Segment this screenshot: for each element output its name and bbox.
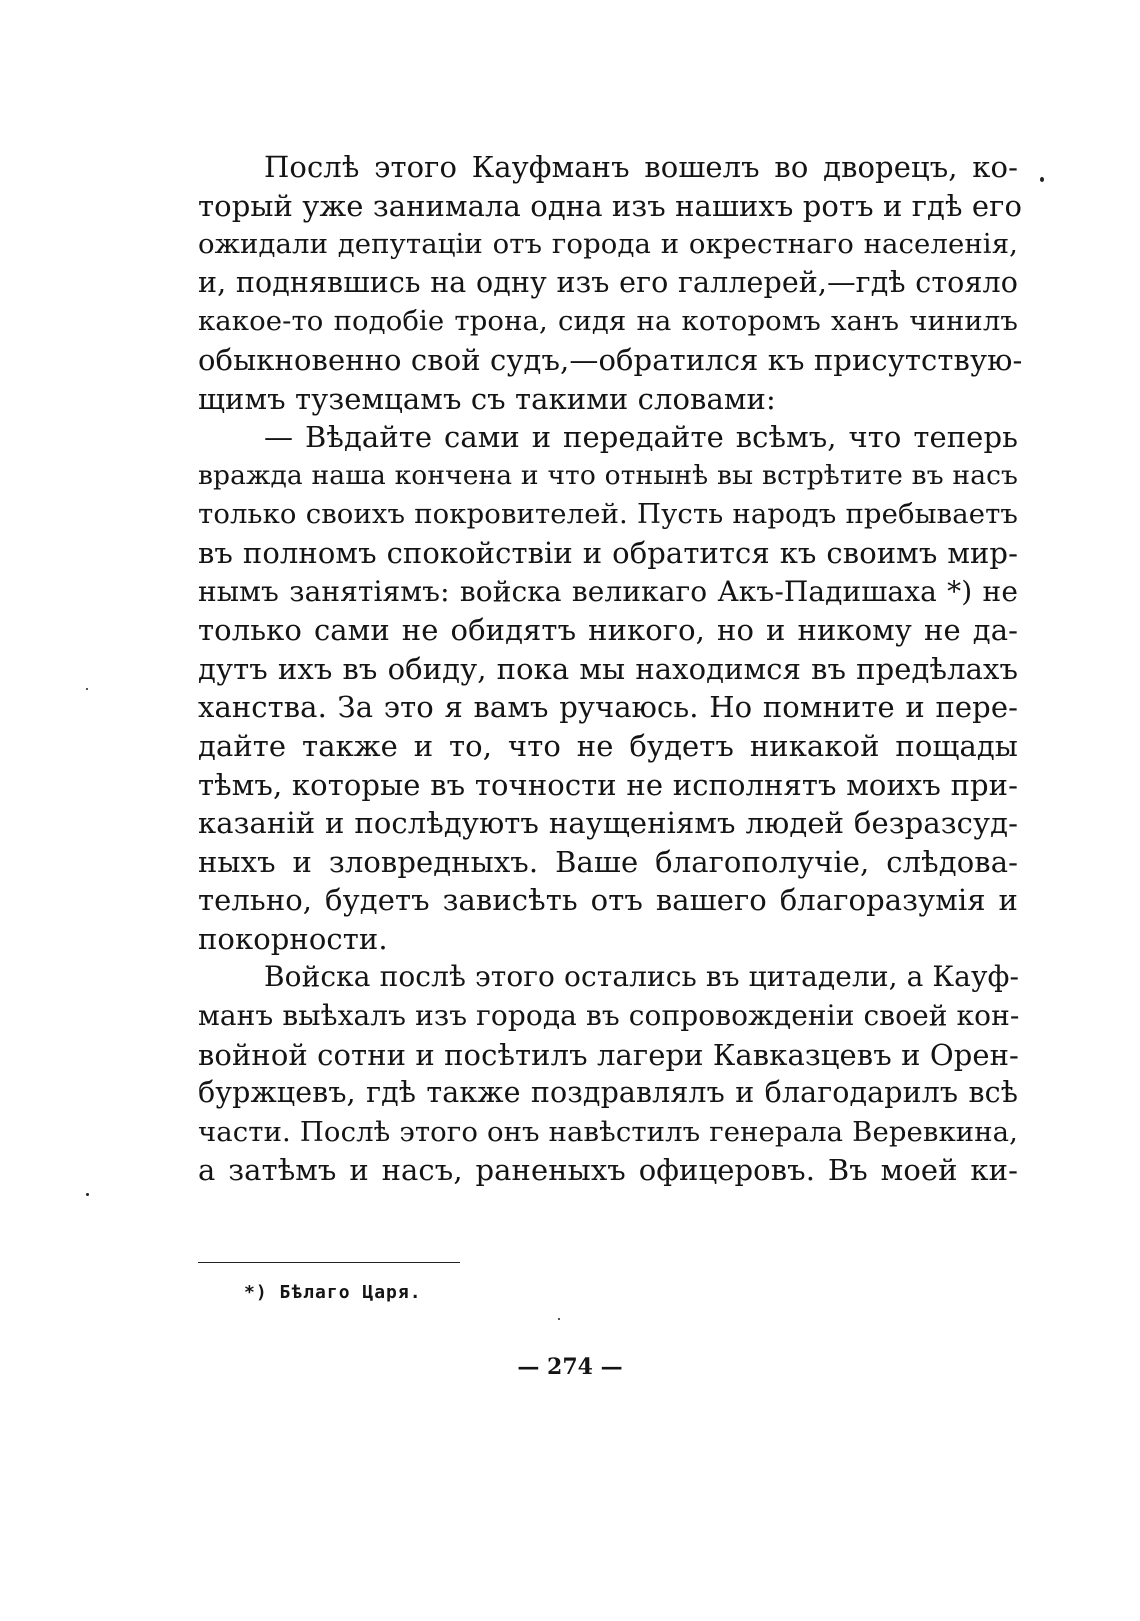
text-line: только своихъ покровителей. Пусть народъ пребываетъ: [198, 498, 1018, 531]
scan-speck: [558, 1318, 560, 1320]
text-line: ханства. За это я вамъ ручаюсь. Но помните и пере-: [198, 690, 1018, 725]
text-line: обыкновенно свой судъ,—обратился къ присутствую-: [198, 342, 1023, 377]
text-line: — Вѣдайте сами и передайте всѣмъ, что теперь: [264, 420, 1018, 455]
text-line: дутъ ихъ въ обиду, пока мы находимся въ предѣлахъ: [198, 651, 1018, 686]
footnote: *) Бѣлаго Царя.: [244, 1282, 422, 1303]
text-line: ныхъ и зловредныхъ. Ваше благополучіе, слѣдова-: [198, 844, 1018, 879]
text-line: щимъ туземцамъ съ такими словами:: [198, 381, 776, 416]
text-line: и, поднявшись на одну изъ его галлерей,—гдѣ стояло: [198, 265, 1018, 299]
text-line: торый уже занимала одна изъ нашихъ ротъ и гдѣ его: [198, 188, 1023, 223]
text-line: покорности.: [198, 921, 388, 956]
text-line: нымъ занятіямъ: войска великаго Акъ-Падишаха *) не: [198, 574, 1018, 608]
text-line: вражда наша кончена и что отнынѣ вы встрѣтите въ насъ: [198, 459, 1018, 491]
scan-speck: [86, 688, 88, 690]
text-line: Послѣ этого Кауфманъ вошелъ во дворецъ, ко-: [264, 150, 1018, 184]
text-line: въ полномъ спокойствіи и обратится къ своимъ мир-: [198, 535, 1018, 570]
text-line: тѣмъ, которые въ точности не исполнятъ моихъ при-: [198, 767, 1018, 802]
text-line: какое-то подобіе трона, сидя на которомъ ханъ чинилъ: [198, 305, 1018, 338]
text-line: только сами не обидятъ никого, но и никому не да-: [198, 613, 1018, 648]
text-line: казаній и послѣдуютъ наущеніямъ людей безразсуд-: [198, 806, 1018, 841]
footnote-divider: [198, 1262, 460, 1263]
text-line: части. Послѣ этого онъ навѣстилъ генерала Веревкина,: [198, 1115, 1018, 1148]
body-text: [198, 148, 1023, 1190]
text-line: ожидали депутаціи отъ города и окрестнаго населенія,: [198, 228, 1018, 261]
text-line: Войска послѣ этого остались въ цитадели, а Кауф-: [264, 960, 1020, 994]
text-line: дайте также и то, что не будетъ никакой пощады: [198, 728, 1018, 763]
text-line: манъ выѣхалъ изъ города въ сопровожденіи своей кон-: [198, 999, 1020, 1033]
text-line: тельно, будетъ зависѣть отъ вашего благоразумія и: [198, 883, 1018, 918]
scan-speck: [86, 1193, 89, 1196]
page-number: — 274 —: [517, 1354, 623, 1380]
text-line: а затѣмъ и насъ, раненыхъ офицеровъ. Въ моей ки-: [198, 1153, 1018, 1188]
text-line: войной сотни и посѣтилъ лагери Кавказцевъ и Орен-: [198, 1037, 1019, 1072]
text-line: буржцевъ, гдѣ также поздравлялъ и благодарилъ всѣ: [198, 1076, 1018, 1110]
scan-speck: [1040, 177, 1044, 182]
